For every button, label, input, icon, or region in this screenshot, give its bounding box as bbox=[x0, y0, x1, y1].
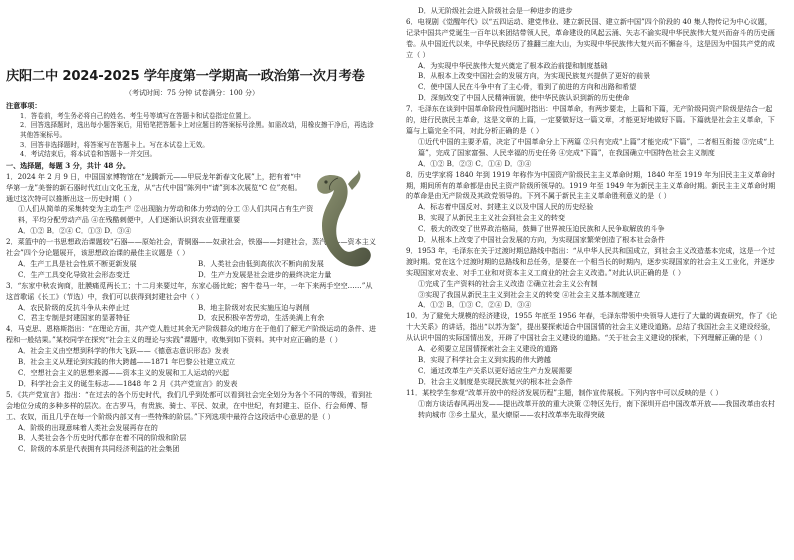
left-column bbox=[6, 6, 378, 455]
question-10-stem: 10．为了避免大规模的经济建设，1955 年底至 1956 年春，毛泽东带领中央领导人进行了大量的调查研究，作了《论十大关系》的讲话，指出“以苏为鉴”，提出要探索适合中国国情的社会主义建设道路。总结了我国社会主义建设经验，从认识中国的实际国情出发，开辟了中国社会主义建设的道路。“关于社会主义建设的探索，下列理解正确的是（ ） bbox=[406, 311, 778, 343]
option-a: A．农民阶级的反抗斗争从未停止过 bbox=[18, 302, 130, 312]
question-7-stem: 7．毛泽东在谈到中国革命阶段性问题时指出：中国革命，有两步要走，上篇和下篇，无产阶级同资产阶级是结合一起的，进行民族民主革命，这是文章的上篇，一定要做好这一篇文章，才能更好地做好下篇。下篇就是社会主义革命，下篇与上篇完全不同，对此分析正确的是（ ） bbox=[406, 104, 775, 135]
question-9-stem: 9．1953 年，毛泽东在关于过渡时期总路线中指出：“从中华人民共和国成立，到社会主义改造基本完成，这是一个过渡时期。党在这个过渡时期的总路线和总任务，是要在一个相当长的时期内，逐步实现国家的社会主义工业化，并逐步实现国家对农业、对手工业和对资本主义工商业的社会主义改造。”对此认识正确的是（ ） bbox=[406, 245, 775, 277]
question-1 bbox=[6, 172, 378, 237]
section-heading: 一、选择题，每题 3 分，共计 48 分。 bbox=[6, 160, 130, 170]
note-item: 3．回答非选择题时，将答案写在答题卡上。写在本试卷上无效。 bbox=[20, 140, 209, 149]
question-9-item-line: ③实现了我国从新民主主义到社会主义的转变 ④社会主义基本制度建立 bbox=[418, 289, 641, 299]
option-a: A．社会主义由空想到科学的伟大飞跃——《德意志意识形态》发表 bbox=[18, 346, 229, 356]
option-a: A．生产工具是社会性质不断更新发展 bbox=[18, 258, 137, 268]
question-11-items: ①南方谈话春风再出发——提出改革开放的重大决策 ②特区先行，南下深圳开启中国改革开放——我国改革由农村转向城市 ③乡土星火，星火燎原——农村改革率先取得突破 bbox=[418, 398, 775, 419]
question-9-options: A．①② B．①③ C．②④ D．③④ bbox=[418, 300, 532, 310]
option-c: C．君主专制是封建国家的显著特征 bbox=[18, 313, 130, 323]
question-3-options bbox=[6, 303, 378, 325]
option-d: D．社会主义制度是实现民族复兴的根本社会条件 bbox=[418, 376, 573, 386]
question-8-stem: 8．历史学家将 1840 年到 1919 年称作为中国资产阶级民主主义革命时期，1840 年至 1919 年为旧民主主义革命时期，期间所有的革命都是由民主资产阶级所领导的。1919 年至 1949 年为新民主主义革命时期。新民主主义革命时期的革命是由无产阶级及其政党领导的。下列不属于新民主主义革命胜利意义的是（ ） bbox=[406, 169, 776, 201]
question-4-stem: 4．马克思、恩格斯指出：“在理论方面，共产党人胜过其余无产阶级群众的地方在于他们了解无产阶级运动的条件、进程和一般结果。”某校同学在探究“社会主义的理论与实践”课题中，收集到如下资料。其中对应正确的是（ ） bbox=[6, 324, 376, 345]
option-a: A．阶级的出现意味着人类社会发展再存在的 bbox=[18, 422, 158, 432]
notes-title: 注意事项： bbox=[6, 100, 42, 110]
question-2-stem: 2．菜篮中的一书思想政治课题较“石器——原始社会，青铜器——奴隶社会，铁器——封建社会，蒸汽机——资本主义社会”四个分论题展开，该思想政治课的最佳主议题是（ ） bbox=[6, 237, 376, 258]
exam-title: 庆阳二中 2024-2025 学年度第一学期高一政治第一次月考卷 bbox=[6, 69, 365, 84]
option-d: D．深刻改变了中国人民精神面貌，使中华民族认识到新的历史使命 bbox=[418, 93, 630, 103]
question-1-options: A．①② B．②④ C．①③ D．③④ bbox=[18, 226, 132, 236]
option-b: B．实现了从新民主主义社会到社会主义的转变 bbox=[418, 213, 566, 223]
option-c: C．空想社会主义的思想来源——资本主义的发展和工人运动的兴起 bbox=[18, 368, 230, 377]
question-5 bbox=[6, 390, 378, 455]
option-b: B．人类社会各个历史时代都存在着不同的阶级和阶层 bbox=[18, 433, 187, 443]
question-5-stem: 5．《共产党宣言》指出：“在过去的各个历史时代，我们几乎到处都可以看到社会完全划分为各个不同的等级，看到社会地位分成的多种多样的层次。在古罗马，有贵族、骑士、平民、奴隶，在中世纪，有封建主、臣仆、行会师傅、帮工、农奴，而且几乎在每一个阶级内部又有一些特殊的阶层。”下列选项中最符合这段话中心意思的是（ ） bbox=[6, 389, 373, 421]
question-4 bbox=[6, 324, 378, 389]
option-d: D．农民积极辛苦劳动，生活美满上有余 bbox=[198, 313, 325, 323]
option-a: A．必须要立足国情探索社会主义建设的道路 bbox=[418, 344, 558, 354]
note-item: 2．回答选择题时，选出每小题答案后，用铅笔把答题卡上对应题目的答案标号涂黑。如需改动，用橡皮擦干净后，再选涂其他答案标号。 bbox=[20, 121, 374, 139]
note-item: 4．考试结束后，将本试卷和答题卡一并交回。 bbox=[20, 150, 157, 159]
option-d: D．科学社会主义的诞生标志——1848 年 2 月《共产党宣言》的发表 bbox=[18, 378, 238, 388]
question-3 bbox=[6, 281, 378, 325]
right-column bbox=[406, 6, 778, 420]
question-6 bbox=[406, 17, 778, 104]
question-10 bbox=[406, 311, 778, 387]
option-b: B．人类社会由低到高依次不断向前发展 bbox=[198, 258, 324, 268]
option-c: C．阶级的本质是代表拥有共同经济利益的社会集团 bbox=[18, 444, 180, 454]
question-7-items: ①近代中国的主要矛盾，决定了中国革命分上下两篇 ②只有完成“上篇”才能完成“下篇”，二者相互衔接 ③完成“上篇”，完成了国家富强、人民幸福的历史任务 ④完成“下篇”，在我国确立中国特色社会主义制度 bbox=[418, 136, 775, 157]
question-1-stem: 1．2024 年 2 月 9 日，中国国家博物馆在“龙腾新元——甲辰龙年新春文化展”上，把有着“中华第一龙”美誉的新石器时代红山文化玉龙，从“古代中国”陈列中“请”到本次展览“C 位”亮相。通过这次特可以推断出这一历史时期（ ） bbox=[6, 171, 302, 203]
option-a: A．标志着中国反对、封建主义以及中国人民的历史经验 bbox=[418, 202, 594, 212]
question-6-stem: 6．电视剧《觉醒年代》以“五四运动、建党伟业、建立新民国、建立新中国”四个阶段的 40 集人物传记为中心议题，记录中国共产党诞生一百年以来团结带领人民，革命建设的风起云涌、矢志不渝实现中华民族伟大复兴而奋斗的历史画卷。从中国近代以来，中华民族经历了推翻三座大山，为实现中华民族伟大复兴而不懈奋斗，这是因为中国共产党的成立（ ） bbox=[406, 16, 775, 59]
option-c: C．使中国人民在斗争中有了主心骨，看到了前进的方向和出路和希望 bbox=[418, 82, 637, 92]
question-7 bbox=[406, 104, 778, 169]
question-11-stem: 11．某校学生参观“改革开放中的经济发展历程”主题，制作宣传展板。下列内容中可以反映的是（ ） bbox=[406, 387, 723, 397]
option-c: C．通过改革生产关系以更好适应生产力发展需要 bbox=[418, 365, 573, 375]
jade-dragon-image bbox=[308, 168, 378, 278]
option-d: D．生产力发展是社会进步的最终决定力量 bbox=[198, 269, 332, 279]
option-a: A．为实现中华民族伟大复兴奠定了根本政治前提和制度基础 bbox=[418, 60, 608, 70]
option-b: B．从根本上改变中国社会的发展方向，为实现民族复兴提供了更好的前景 bbox=[418, 71, 651, 81]
question-8 bbox=[406, 170, 778, 246]
exam-meta: （考试时间：75 分钟 试卷满分：100 分） bbox=[125, 89, 259, 97]
option-c: C．生产工具变化导致社会形态变迁 bbox=[18, 269, 130, 279]
question-5-option-d: D．从无阶级社会进入阶级社会是一种进步的进步 bbox=[418, 6, 573, 15]
option-d: D．从根本上改变了中国社会发展的方向，为实现国家繁荣创造了根本社会条件 bbox=[418, 235, 665, 245]
question-1-items: ①人们从简单的采集转变为主动生产 ②出现脑力劳动和体力劳动的分工 ③人们共同占有生产资料，平均分配劳动产品 ④在残酷刺便中，人们逐渐认识到农业管理重要 bbox=[18, 204, 314, 225]
question-9 bbox=[406, 246, 778, 311]
option-b: B．地主阶级对农民实施压迫与剥削 bbox=[198, 302, 310, 312]
question-9-item-line: ①完成了生产资料的社会主义改造 ②确立社会主义公有制 bbox=[418, 278, 598, 288]
question-7-options: A．①② B．②③ C．①④ D．③④ bbox=[418, 158, 532, 168]
option-c: C．极大的改变了世界政治格局，鼓舞了世界被压迫民族和人民争取解放的斗争 bbox=[418, 224, 665, 234]
option-b: B．实现了科学社会主义到实践的伟大跨越 bbox=[418, 355, 551, 364]
question-3-stem: 3．“东家中秋农询商，肚膜痛觅两长工；十二月来要过年，东家心肠比蛇；窖牛卷马一年，一年下来两手空空……”从这首歌谣《长工》（节选）中，我们可以获得到封建社会中（ ） bbox=[6, 280, 373, 301]
question-11 bbox=[406, 388, 778, 421]
option-b: B．社会主义从理论到实践的伟大跨越——1871 年巴黎公社建立成立 bbox=[18, 357, 236, 367]
note-item: 1．答卷前，考生务必将自己的姓名、考生号等填写在答题卡和试卷指定位置上。 bbox=[20, 111, 255, 120]
